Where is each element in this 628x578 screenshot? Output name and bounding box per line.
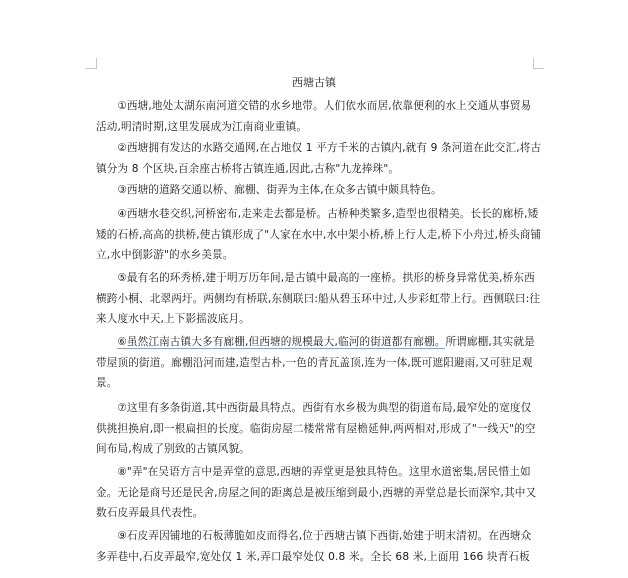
- paragraph-6-underlined-sentence: ⑥虽然江南古镇大多有廊棚,但西塘的规模最大,临河的街道都有廊棚。: [117, 336, 446, 348]
- document-title: 西塘古镇: [292, 76, 336, 89]
- paragraph-1: ①西塘,地处太湖东南河道交错的水乡地带。人们依水而居,依靠便利的水上交通从事贸易活动,明清时期,这里发展成为江南商业重镇。: [96, 100, 532, 133]
- paragraph-6-rest: 所谓廊棚,其实就是带屋顶的街道。廊棚沿河而建,造型古朴,一色的青瓦盖顶,连为一体,既可遮阳避雨,又可驻足观景。: [96, 336, 535, 389]
- paragraph-4: ④西塘水巷交织,河桥密布,走来走去都是桥。古桥种类繁多,造型也很精美。长长的廊桥,矮矮的石桥,高高的拱桥,使古镇形成了"人家在水中,水中架小桥,桥上行人走,桥下小舟过,桥头商铺立,水中倒影游"的水乡美景。: [96, 208, 542, 261]
- paragraph-5: ⑤最有名的环秀桥,建于明万历年间,是古镇中最高的一座桥。拱形的桥身异常优美,桥东西横跨小桐、北翠两圩。两侧均有桥联,东侧联曰:船从碧玉环中过,人步彩虹带上行。西侧联曰:往来人度水中天,上下影摇波底月。: [96, 272, 541, 325]
- margin-corner-top-left: [86, 58, 97, 69]
- paragraph-2: ②西塘拥有发达的水路交通网,在占地仅 1 平方千米的古镇内,就有 9 条河道在此交汇,将古镇分为 8 个区块,百余座古桥将古镇连通,因此,古称"九龙捧珠"。: [96, 142, 542, 175]
- paragraph-8: ⑧"弄"在吴语方言中是弄堂的意思,西塘的弄堂更是独具特色。这里水道密集,居民惜土如金。无论是商号还是民舍,房屋之间的距离总是被压缩到最小,西塘的弄堂总是长而深窄,其中又数石皮弄最具代表性。: [96, 466, 537, 519]
- paragraph-9: ⑨石皮弄因铺地的石板薄脆如皮而得名,位于西塘古镇下西街,始建于明末清初。在西塘众多弄巷中,石皮弄最窄,宽处仅 1 米,弄口最窄处仅 0.8 米。全长 68 米,上面用 166 块青石板: [96, 530, 532, 563]
- paragraph-3: ③西塘的道路交通以桥、廊棚、街弄为主体,在众多古镇中颇具特色。: [117, 184, 442, 196]
- paragraph-7: ⑦这里有多条街道,其中西街最具特点。西街有水乡极为典型的街道布局,最窄处的宽度仅供挑担换肩,即一根扁担的长度。临街房屋二楼常常有屋檐延伸,两两相对,形成了"一线天"的空间布局,构成了别致的古镇风貌。: [96, 402, 536, 455]
- paragraph-6: [96, 332, 542, 394]
- margin-corner-top-right: [533, 58, 544, 69]
